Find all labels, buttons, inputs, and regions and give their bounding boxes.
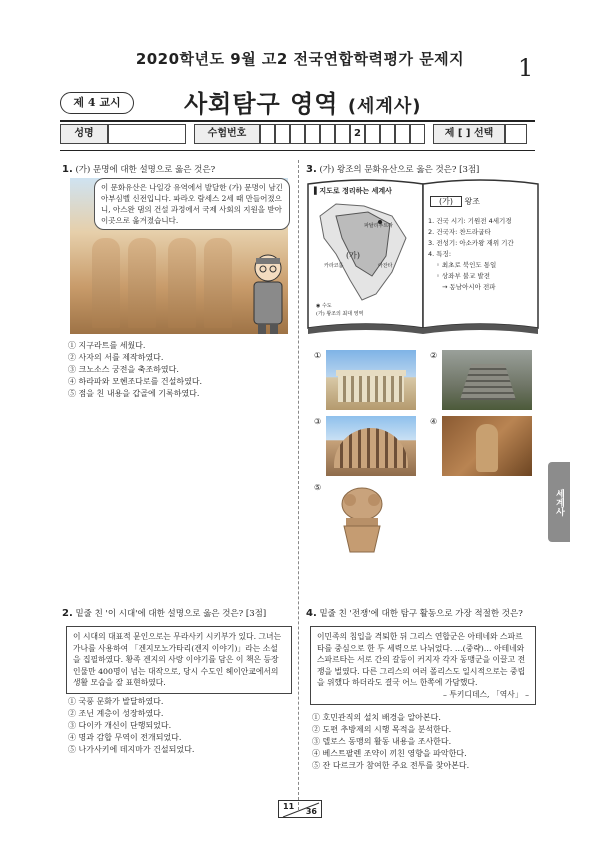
exam-title: 2020학년도 9월 고2 전국연합학력평가 문제지 [135, 50, 465, 68]
period-badge: 제 4 교시 [60, 92, 134, 114]
q1-option[interactable]: ③ 크노소스 궁전을 축조하였다. [68, 365, 179, 374]
exam-number-box[interactable] [380, 124, 395, 144]
borobudur-photo[interactable] [442, 350, 532, 410]
q2-option[interactable]: ① 국풍 문화가 발달하였다. [68, 697, 164, 706]
colosseum-photo[interactable] [326, 416, 416, 476]
ashoka-lion-capital-photo[interactable] [334, 484, 390, 556]
exam-number-box[interactable] [290, 124, 305, 144]
dynasty-heading [430, 196, 534, 207]
q4-source: – 투키디데스, 「역사」 – [442, 689, 529, 699]
map-label: 파탈리푸트라 [364, 223, 393, 229]
q2-option[interactable]: ⑤ 나가사키에 데지마가 건설되었다. [68, 745, 195, 754]
map-legend-item: (가) 왕조의 최대 영역 [316, 311, 364, 317]
dynasty-fact: → 동남아시아 전파 [442, 283, 496, 291]
q2-option[interactable]: ③ 다이카 개신이 단행되었다. [68, 721, 172, 730]
statue-figure [128, 238, 156, 328]
statue-figure [92, 238, 120, 328]
choice-field[interactable] [505, 124, 527, 144]
q2-option[interactable]: ② 조닌 계층이 성장하였다. [68, 709, 164, 718]
q2-options [68, 696, 294, 756]
map-legend-item: ◉ 수도 [316, 303, 332, 309]
subject-side-tab: 세계사 [548, 462, 570, 542]
dynasty-fact: ◦ 최초로 북인도 통일 [436, 261, 497, 269]
q4-prompt-text: 밑줄 친 '전쟁'에 대한 탐구 활동으로 가장 적절한 것은? [319, 609, 523, 619]
q4-option[interactable]: ④ 베스트팔렌 조약이 끼친 영향을 파악한다. [312, 749, 467, 758]
q4-number: 4. [306, 608, 317, 619]
map-label: (가) [346, 251, 360, 260]
q1-speech-bubble: 이 문화유산은 나일강 유역에서 발달한 (가) 문명이 남긴 아부심벨 신전입니다. 파라오 람세스 2세 때 만들어졌으니, 아스완 댐의 건설 과정에서 국제 사회의 지원을 받아 이곳으로 옮겨졌습니다. [94, 178, 290, 230]
q4-prompt [306, 608, 542, 620]
book-title: ▌지도로 정리하는 세계사 [314, 187, 392, 195]
exam-number-box[interactable] [395, 124, 410, 144]
dynasty-fact: 3. 전성기: 아소카왕 재위 기간 [428, 239, 514, 247]
exam-number-box[interactable] [335, 124, 350, 144]
exam-number-box[interactable] [410, 124, 425, 144]
student-info-row [60, 124, 535, 144]
header-rule [60, 120, 535, 122]
q1-option[interactable]: ② 사자의 서를 제작하였다. [68, 353, 164, 362]
column-divider [298, 160, 299, 810]
dynasty-label: (가) [430, 196, 462, 207]
subject-name: 사회탐구 영역 [184, 90, 339, 118]
exam-number-box[interactable] [305, 124, 320, 144]
longmen-buddha-photo[interactable] [442, 416, 532, 476]
q4-options [312, 712, 540, 772]
q4-passage-text: 이민족의 침입을 격퇴한 뒤 그리스 연합군은 아테네와 스파르타를 중심으로 한 두 세력으로 나뉘었다. …(중략)… 아테네와 스파르타는 서로 간의 갈등이 커지자 각자 동맹군을 이끌고 전쟁을 벌였다. 다른 그리스의 여러 폴리스도 일시적으로는 중립을 위했다 하더라도 결국 어느 한쪽에 가담했다. [317, 632, 526, 687]
exam-number-box: 2 [350, 124, 365, 144]
choice-label: 제 [ ] 선택 [433, 124, 505, 144]
page-number: 1 [518, 54, 534, 82]
teacher-cartoon [244, 250, 292, 334]
subject-sub: (세계사) [347, 96, 422, 117]
q1-option[interactable]: ① 지구라트를 세웠다. [68, 341, 146, 350]
dynasty-fact: ◦ 상좌부 불교 발전 [436, 272, 490, 280]
q1-option[interactable]: ⑤ 점을 친 내용을 갑골에 기록하였다. [68, 389, 200, 398]
q1-options [68, 340, 294, 400]
exam-number-label: 수험번호 [194, 124, 260, 144]
parthenon-photo[interactable] [326, 350, 416, 410]
exam-number-box[interactable] [320, 124, 335, 144]
q2-option[interactable]: ④ 명과 감합 무역이 전개되었다. [68, 733, 182, 742]
subject-title [184, 84, 421, 119]
exam-number-box[interactable] [275, 124, 290, 144]
dynasty-fact: 1. 건국 시기: 기원전 4세기경 [428, 217, 512, 225]
header-rule-bottom [60, 150, 535, 151]
dynasty-suffix: 왕조 [464, 197, 480, 206]
page-current: 11 [283, 802, 295, 811]
q3-choice-mark[interactable]: ④ [430, 417, 438, 426]
name-field[interactable] [108, 124, 186, 144]
q3-prompt [306, 164, 542, 176]
statue-figure [204, 238, 232, 328]
map-label: 카라코룸 [324, 263, 344, 269]
q3-prompt-text: (가) 왕조의 문화유산으로 옳은 것은? [3점] [319, 165, 480, 175]
q1-prompt-text: (가) 문명에 대한 설명으로 옳은 것은? [75, 165, 216, 175]
q2-number: 2. [62, 608, 73, 619]
name-label: 성명 [60, 124, 108, 144]
q2-prompt [62, 608, 294, 620]
q2-passage: 이 시대의 대표적 문인으로는 무라사키 시키부가 있다. 그녀는 가나를 사용하여 「겐지모노가타리(겐지 이야기)」라는 소설을 집필하였다. 황족 겐지의 사랑 이야기를 담은 이 책은 등장인물만 400명이 넘는 대작으로, 당시 수도인 헤이안쿄에서의 생활 모습을 잘 표현하였다. [66, 626, 292, 694]
exam-number-box[interactable] [260, 124, 275, 144]
dynasty-fact: 4. 특징: [428, 250, 452, 258]
dynasty-facts [428, 216, 538, 293]
exam-number-box[interactable] [365, 124, 380, 144]
q3-choice-mark[interactable]: ③ [314, 417, 322, 426]
q1-option[interactable]: ④ 하라파와 모헨조다로를 건설하였다. [68, 377, 203, 386]
q3-choice-mark[interactable]: ② [430, 351, 438, 360]
map-label: 아잔타 [378, 263, 393, 269]
q2-prompt-text: 밑줄 친 '이 시대'에 대한 설명으로 옳은 것은? [3점] [75, 609, 267, 619]
page-counter [278, 800, 322, 818]
q3-number: 3. [306, 164, 317, 175]
q4-option[interactable]: ① 호민관직의 설치 배경을 알아본다. [312, 713, 441, 722]
page-total: 36 [305, 807, 317, 816]
q4-option[interactable]: ② 도편 추방제의 시행 목적을 분석한다. [312, 725, 452, 734]
q4-option[interactable]: ⑤ 잔 다르크가 참여한 주요 전투를 찾아본다. [312, 761, 470, 770]
q4-option[interactable]: ③ 델로스 동맹의 활동 내용을 조사한다. [312, 737, 452, 746]
dynasty-fact: 2. 건국자: 찬드라굽타 [428, 228, 491, 236]
statue-figure [168, 238, 196, 328]
q1-prompt [62, 164, 292, 176]
q3-choice-mark[interactable]: ① [314, 351, 322, 360]
q1-number: 1. [62, 164, 73, 175]
q4-passage [310, 626, 536, 705]
q3-choice-mark[interactable]: ⑤ [314, 483, 322, 492]
